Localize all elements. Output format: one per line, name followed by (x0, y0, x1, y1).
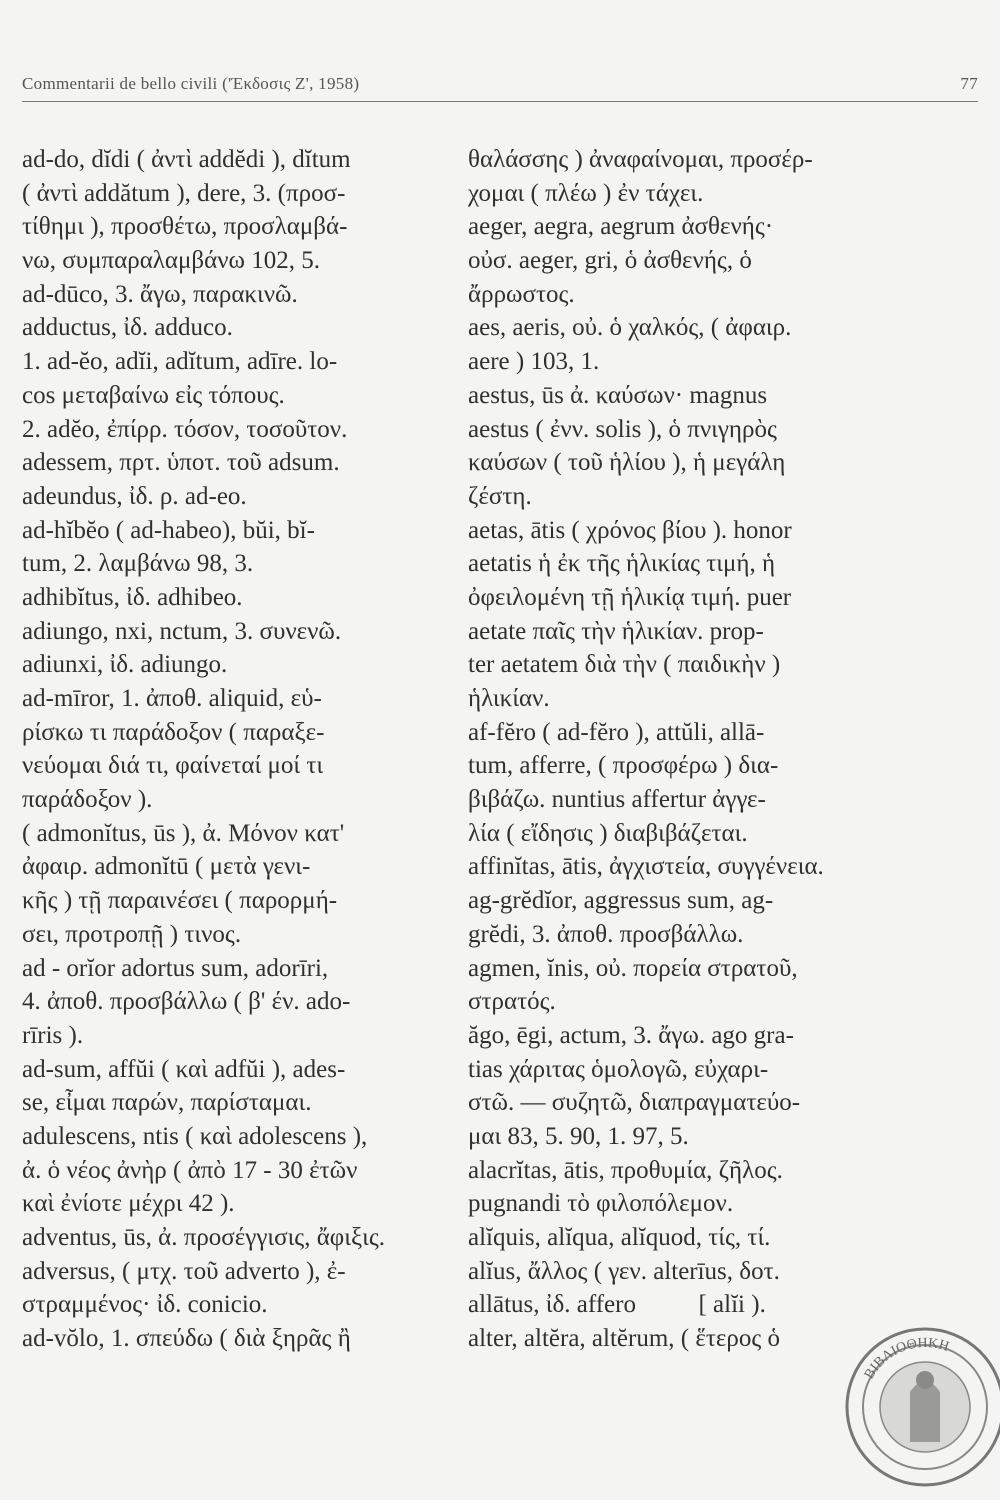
entry-line: adiungo, nxi, nctum, 3. συνενῶ. (22, 617, 342, 645)
entry-line: tum, afferre, ( προσφέρω ) δια- (468, 752, 779, 780)
entry-line: affinĭtas, ātis, ἀγχιστεία, συγγένεια. (468, 853, 824, 881)
entry-line: allātus, ἰδ. affero [ alĭi ). (468, 1291, 766, 1319)
entry-line: aetas, ātis ( χρόνος βίου ). honor (468, 516, 792, 544)
entry-line: καύσων ( τοῦ ἡλίου ), ἡ μεγάλη (468, 449, 786, 477)
entry-line: καὶ ἐνίοτε μέχρι 42 ). (22, 1190, 235, 1218)
entry-line: στρατός. (468, 988, 556, 1016)
entry-line: ad - orĭor adortus sum, adorīri, (22, 954, 329, 982)
entry-line: νεύομαι διά τι, φαίνεταί μοί τι (22, 752, 324, 780)
entry-line: 4. ἀποθ. προσβάλλω ( β' έν. ado- (22, 988, 351, 1016)
entry-line: ζέστη. (468, 482, 532, 510)
entry-line: pugnandi τὸ φιλοπόλεμον. (468, 1190, 734, 1218)
entry-line: παράδοξον ). (22, 786, 153, 814)
entry-line: adversus, ( μτχ. τοῦ adverto ), ἐ- (22, 1257, 346, 1285)
entry-line: ăgo, ēgi, actum, 3. ἄγω. ago gra- (468, 1021, 794, 1049)
entry-line: cos μεταβαίνω εἰς τόπους. (22, 381, 285, 409)
entry-line: aetate παῖς τὴν ἡλικίαν. prop- (468, 617, 764, 645)
entry-line: ad-sum, affŭi ( καὶ adfŭi ), ades- (22, 1055, 346, 1083)
entry-line: ( ἀντὶ addătum ), dere, 3. (προσ- (22, 179, 346, 207)
entry-line: grĕdi, 3. ἀποθ. προσβάλλω. (468, 920, 744, 948)
entry-line: adhibĭtus, ἰδ. adhibeo. (22, 583, 243, 611)
entry-line: rīris ). (22, 1021, 84, 1049)
entry-line: alĭquis, alĭqua, alĭquod, τίς, τί. (468, 1224, 771, 1251)
entry-line: ad-vŏlo, 1. σπεύδω ( διὰ ξηρᾶς ἢ (22, 1325, 351, 1353)
entry-line: ter aetatem διὰ τὴν ( παιδικὴν ) (468, 651, 781, 679)
entry-line: ad-hĭbĕo ( ad-habeo), bŭi, bĭ- (22, 516, 315, 544)
entry-line: τίθημι ), προσθέτω, προσλαμβά- (22, 213, 348, 241)
header-rule (22, 101, 978, 102)
entry-line: 2. adĕo, ἐπίρρ. τόσον, τοσοῦτον. (22, 415, 348, 443)
entry-line: adeundus, ἰδ. ρ. ad-eo. (22, 482, 247, 510)
right-column (468, 143, 896, 1356)
entry-line: ἄρρωστος. (468, 280, 575, 308)
entry-line: aestus, ūs ἀ. καύσων· magnus (468, 381, 768, 409)
entry-line: adventus, ūs, ἀ. προσέγγισις, ἄφιξις. (22, 1224, 385, 1251)
entry-line: aeger, aegra, aegrum ἀσθενής· (468, 213, 774, 241)
entry-line: se, εἶμαι παρών, παρίσταμαι. (22, 1089, 312, 1117)
entry-line: ρίσκω τι παράδοξον ( παραξε- (22, 718, 325, 746)
entry-line: σει, προτροπῇ ) τινος. (22, 920, 242, 948)
stamp-text: ΒΙΒΛΙΟΘΗΚΗ (861, 1335, 951, 1382)
entry-line: ( admonĭtus, ūs ), ἀ. Μόνον κατ' (22, 819, 345, 847)
entry-line: adiunxi, ἰδ. adiungo. (22, 651, 228, 679)
entry-line: tias χάριτας ὁμολογῶ, εὐχαρι- (468, 1055, 769, 1083)
entry-line: ag-grĕdĭor, aggressus sum, ag- (468, 887, 774, 915)
entry-line: adulescens, ntis ( καὶ adolescens ), (22, 1122, 368, 1150)
running-header (22, 74, 978, 94)
entry-line: adductus, ἰδ. adduco. (22, 314, 233, 342)
entry-line: ἀφαιρ. admonĭtū ( μετὰ γενι- (22, 853, 311, 881)
entry-line: aere ) 103, 1. (468, 348, 600, 376)
entry-line: alacrĭtas, ātis, προθυμία, ζῆλος. (468, 1156, 783, 1184)
entry-line: alĭus, ἄλλος ( γεν. alterīus, δοτ. (468, 1257, 780, 1285)
entry-line: adessem, πρτ. ὑποτ. τοῦ adsum. (22, 449, 340, 477)
entry-line: οὐσ. aeger, gri, ὁ ἀσθενής, ὁ (468, 247, 752, 275)
entry-line: μαι 83, 5. 90, 1. 97, 5. (468, 1122, 689, 1150)
entry-line: agmen, ĭnis, οὐ. πορεία στρατοῦ, (468, 954, 798, 982)
entry-line: ὀφειλομένη τῇ ἡλικίᾳ τιμή. puer (468, 583, 792, 611)
entry-line: στῶ. — συζητῶ, διαπραγματεύο- (468, 1089, 801, 1117)
entry-line: ἡλικίαν. (468, 685, 550, 712)
entry-line: θαλάσσης ) ἀναφαίνομαι, προσέρ- (468, 146, 813, 173)
entry-line: στραμμένος· ἰδ. conicio. (22, 1291, 268, 1319)
entry-line: tum, 2. λαμβάνω 98, 3. (22, 550, 254, 578)
entry-line: aes, aeris, οὐ. ὁ χαλκός, ( ἀφαιρ. (468, 314, 792, 342)
entry-line: af-fĕro ( ad-fĕro ), attŭli, allā- (468, 718, 765, 746)
page-number: 77 (960, 74, 978, 93)
entry-line: νω, συμπαραλαμβάνω 102, 5. (22, 247, 321, 275)
entry-line: aestus ( ἐνν. solis ), ὁ πνιγηρὸς (468, 415, 777, 443)
library-stamp-icon (840, 1322, 1000, 1492)
entry-line: aetatis ἡ ἐκ τῆς ἡλικίας τιμή, ἡ (468, 550, 776, 578)
entry-line: βιβάζω. nuntius affertur ἀγγε- (468, 786, 766, 814)
entry-line: ad-mīror, 1. ἀποθ. aliquid, εὑ- (22, 685, 322, 712)
entry-line: ἀ. ὁ νέος ἀνὴρ ( ἀπὸ 17 - 30 ἐτῶν (22, 1156, 358, 1184)
entry-line: χομαι ( πλέω ) ἐν τάχει. (468, 179, 704, 207)
entry-line: ad-do, dĭdi ( ἀντὶ addĕdi ), dĭtum (22, 146, 351, 173)
entry-line: 1. ad-ĕo, adĭi, adĭtum, adīre. lo- (22, 348, 338, 376)
left-column (22, 143, 450, 1356)
entry-line: κῆς ) τῇ παραινέσει ( παρορμή- (22, 887, 338, 915)
running-title: Commentarii de bello civili ('Έκδοσις Ζ', 1958) (22, 74, 360, 93)
entry-line: ad-dūco, 3. ἄγω, παρακινῶ. (22, 280, 298, 308)
entry-line: λία ( εἴδησις ) διαβιβάζεται. (468, 819, 748, 847)
entry-line: alter, altĕra, altĕrum, ( ἕτερος ὁ (468, 1325, 781, 1353)
